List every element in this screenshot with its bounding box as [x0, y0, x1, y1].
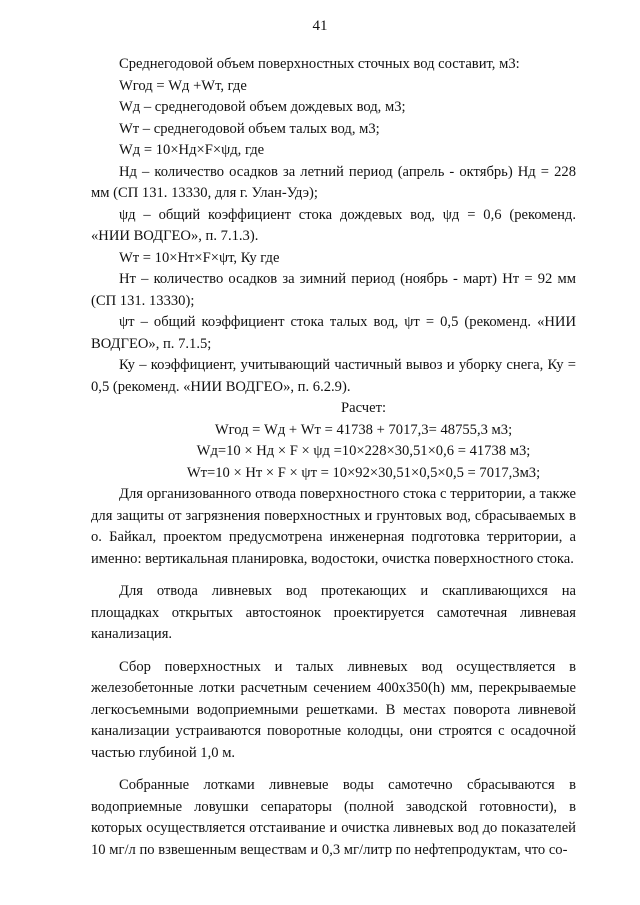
paragraph-separators: Собранные лотками ливневые воды самотечно сбрасываются в водоприемные ловушки сепараторы (полной заводской готовности), в которых осуществляется отстаивание и очистка ливневых вод до показателей 10 мг/л по взвешенным веществам и 0,3 мг/литр по нефтепродуктам, что со-: [91, 777, 576, 858]
page-number: 41: [312, 18, 328, 34]
formula-melt: Wт = 10×Hт×F×ψт, Ку где: [119, 249, 280, 266]
calculation-heading: Расчет:: [340, 400, 387, 416]
definition-summer-precipitation: Hд – количество осадков за летний период (апрель - октябрь) Hд = 228 мм (СП 131. 13330, для г. Улан-Удэ);: [91, 163, 576, 201]
paragraph-volume-intro: Среднегодовой объем поверхностных сточных вод составит, м3:: [119, 56, 520, 72]
definition-melt-coefficient: ψт – общий коэффициент стока талых вод, ψт = 0,5 (рекоменд. «НИИ ВОДГЕО», п. 7.1.5;: [91, 314, 576, 352]
formula-rain: Wд = 10×Hд×F×ψд, где: [119, 142, 265, 158]
paragraph-trays: Сбор поверхностных и талых ливневых вод осуществляется в железобетонные лотки расчетным сечением 400х350(h) мм, перекрываемые легкосъемными водоприемными решетками. В местах поворота ливневой канализации устраиваются поворотные колодцы, они строятся с осадочной частью глубиной 1,0 м.: [91, 658, 576, 761]
definition-rain-coefficient: ψд – общий коэффициент стока дождевых вод, ψд = 0,6 (рекоменд. «НИИ ВОДГЕО», п. 7.1.3).: [91, 206, 576, 244]
calculation-total: Wгод = Wд + Wт = 41738 + 7017,3= 48755,3 м3;: [214, 421, 513, 438]
paragraph-drainage-purpose: Для организованного отвода поверхностного стока с территории, а также для защиты от загрязнения поверхностных и грунтовых вод, сбрасываемых в о. Байкал, проектом предусмотрена инженерная подготовка территории, а именно: вертикальная планировка, водостоки, очистка поверхностного стока.: [91, 486, 576, 567]
definition-winter-precipitation: Hт – количество осадков за зимний период (ноябрь - март) Hт = 92 мм (СП 131. 13330);: [91, 271, 576, 309]
calculation-melt: Wт=10 × Hт × F × ψт = 10×92×30,51×0,5×0,5 = 7017,3м3;: [186, 464, 541, 481]
calculation-rain: Wд=10 × Hд × F × ψд =10×228×30,51×0,6 = 41738 м3;: [196, 443, 531, 459]
definition-snow-coefficient: Ку – коэффициент, учитывающий частичный вывоз и уборку снега, Ку = 0,5 (рекоменд. «НИИ ВОДГЕО», п. 6.2.9).: [91, 357, 576, 395]
paragraph-parking-sewer: Для отвода ливневых вод протекающих и скапливающихся на площадках открытых автостоянок проектируется самотечная ливневая канализация.: [91, 583, 576, 642]
definition-melt-volume: Wт – среднегодовой объем талых вод, м3;: [119, 120, 380, 137]
definition-rain-volume: Wд – среднегодовой объем дождевых вод, м3;: [119, 99, 406, 115]
document-body: [91, 54, 576, 861]
formula-total: Wгод = Wд +Wт, где: [119, 77, 247, 94]
